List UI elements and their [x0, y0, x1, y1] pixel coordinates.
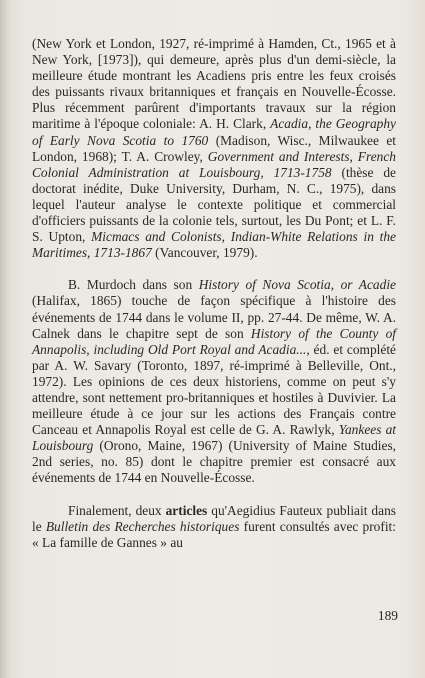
- text-run: B. Murdoch dans son: [68, 277, 199, 293]
- text-run: , éd. et complété par A. W. Savary (Toronto, 1897, ré-imprimé à Belleville, Ont., 1972). Les opinions de ces deux historiens, comme on peut s'y attendre, sont nettement pro-britanniques et hostiles à Duvivier. La meilleure étude à ce jour sur les actions des Français contre Canceau et Annapolis Royal est celle de G. A. Rawlyk,: [32, 341, 396, 438]
- italic-title: Bulletin des Recherches historiques: [45, 518, 240, 534]
- text-run: furent consultés avec profit: « La famille de Gannes » au: [32, 518, 396, 550]
- italic-title: History of Nova Scotia, or Acadie: [198, 277, 396, 293]
- text-run: articles: [165, 502, 208, 518]
- italic-title: Acadia, the Geography of Early Nova Scotia to 1760: [32, 116, 396, 148]
- text-run: (New York et London, 1927, ré-imprimé à Hamden, Ct., 1965 et à New York, [1973]), qui demeure, après plus d'un demi-siècle, la meilleure étude montrant les Acadiens pris entre les feux croisés des puissants rivaux britanniques et français en Nouvelle-Écosse. Plus récemment parûrent d'importants travaux sur la région maritime à l'époque coloniale: A. H. Clark,: [32, 36, 396, 132]
- text-run: qu'Aegidius Fauteux publiait dans le: [32, 502, 396, 534]
- text-run: (thèse de doctorat inédite, Duke University, Durham, N. C., 1975), dans lequel l'auteur analyse le contexte politique et commercial d'officiers puissants de la colonie tels, surtout, les Du Pont; et L. F. S. Upton,: [32, 164, 396, 245]
- paragraph-2: [32, 277, 396, 486]
- text-run: (Orono, Maine, 1967) (University of Maine Studies, 2nd series, no. 85) dont le chapitre premier est consacré aux événements de 1744 en Nouvelle-Écosse.: [32, 438, 396, 486]
- paragraph-3: [32, 503, 396, 551]
- page-number: 189: [377, 608, 398, 623]
- italic-title: Micmacs and Colonists, Indian-White Relations in the Maritimes, 1713-1867: [32, 229, 396, 261]
- italic-title: Yankees at Louisbourg: [32, 422, 396, 454]
- text-run: Finalement, deux: [68, 502, 166, 518]
- text-run: (Halifax, 1865) touche de façon spécifique à l'histoire des événements de 1744 dans le volume II, pp. 27-44. De même, W. A. Calnek dans le chapitre sept de son: [32, 293, 396, 341]
- text-run: (Madison, Wisc., Milwaukee et London, 1968); T. A. Crowley,: [32, 132, 396, 164]
- scan-shadow: [0, 0, 10, 678]
- italic-title: Government and Interests, French Colonial Administration at Louisbourg, 1713-1758: [32, 148, 396, 180]
- text-run: (Vancouver, 1979).: [151, 245, 258, 261]
- paragraph-1: [32, 36, 396, 261]
- body-text: [32, 36, 396, 551]
- italic-title: History of the County of Annapolis, including Old Port Royal and Acadia...: [32, 325, 396, 357]
